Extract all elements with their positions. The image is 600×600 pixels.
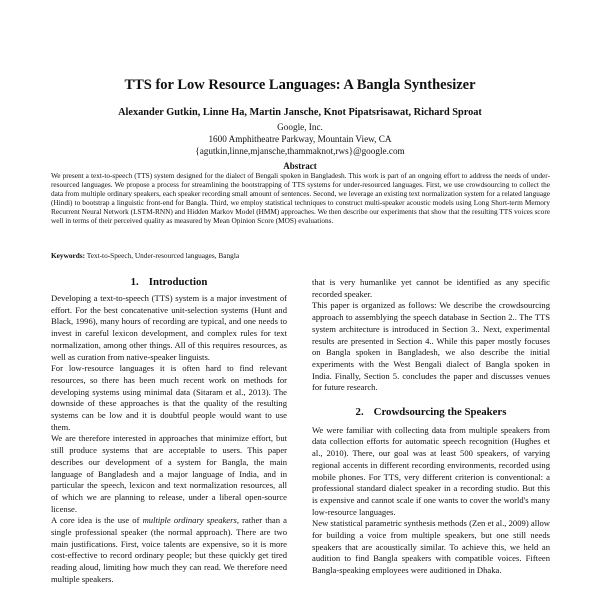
- right-column: [312, 277, 550, 577]
- section-title: Introduction: [148, 276, 208, 288]
- section-title: Crowdsourcing the Speakers: [373, 406, 507, 419]
- paper-title: TTS for Low Resource Languages: A Bangla Synthesizer: [124, 77, 476, 93]
- section-heading-introduction: [51, 276, 287, 288]
- organization-paragraph: This paper is organized as follows: We describe the crowdsourcing approach to assemblying the speech database in Section 2.. The TTS system architecture is introduced in Section 3.. Next, experimental results are presented in Section 4.. While this paper mostly focuses on Bangla spoken in Bangladesh, we also describe the initial experiments with the West Bengali dialect of Bangla spoken in India. Finally, Section 5. concludes the paper and discusses venues for future research.: [312, 300, 550, 393]
- abstract-text: We present a text-to-speech (TTS) system designed for the dialect of Bengali spoken in Bangladesh. This work is part of an ongoing effort to address the needs of under-resourced languages. We propose a process for streamlining the bootstrapping of TTS systems for under-resourced languages. First, we use crowdsourcing to collect the data from multiple ordinary speakers, each speaker recording small amount of sentences. Second, we leverage an existing text normalization system for a related language (Hindi) to bootstrap a linguistic front-end for Bangla. Third, we employ statistical techniques to construct multi-speaker acoustic models using Long Short-term Memory Recurrent Neural Network (LSTM-RNN) and Hidden Markov Model (HMM) approaches. We then describe our experiments that show that the resulting TTS voices score well in terms of their perceived quality as measured by Mean Opinion Score (MOS) evaluations.: [51, 171, 550, 225]
- intro-p4-end: , rather than a single professional speaker (the normal approach). There are two main justifications. First, voice talents are expensive, so it is more cost-effective to record ordinary people; but these quickly get tired reading aloud, limiting how much they can read. We therefore need multiple speakers.: [51, 515, 287, 584]
- intro-paragraph-2: For low-resource languages it is often hard to find relevant resources, so there has been much recent work on methods for developing systems using minimal data (Sitaram et al., 2013). The downside of these approaches is that the quality of the resulting systems can be low and it is doubtful people would want to use them.: [51, 363, 287, 432]
- intro-paragraph-1: Developing a text-to-speech (TTS) system is a major investment of effort. For the best concatenative unit-selection systems (Hunt and Black, 1996), many hours of recording are typical, and one needs to invest in careful lexicon development, and complex rules for text normalization, among other things. All of this requires resources, as well as curation from native-speaker linguists.: [51, 293, 287, 362]
- left-column: [51, 293, 287, 586]
- section-number: 2.: [355, 406, 364, 419]
- affiliation-org: Google, Inc.: [277, 122, 323, 132]
- intro-p4-start: A core idea is the use of: [51, 515, 143, 526]
- intro-p4-emphasis: multiple ordinary speakers: [142, 515, 237, 526]
- crowd-paragraph-1: We were familiar with collecting data from multiple speakers from data collection efforts for automatic speech recognition (Hughes et al., 2010). There, our goal was at least 500 speakers, of varying regional accents in different recording environments, recorded using mobile phones. For TTS, very different criterion is conventional: a professional standard dialect speaker in a recording studio. But this is expensive and cannot scale if one wants to cover the world's many low-resource languages.: [312, 424, 550, 517]
- keywords-label: Keywords:: [51, 251, 86, 260]
- affiliation-email: {agutkin,linne,mjansche,thammaknot,rws}@google.com: [195, 146, 405, 156]
- affiliation-address: 1600 Amphitheatre Parkway, Mountain View, CA: [208, 134, 392, 144]
- section-heading-crowdsourcing: [312, 407, 550, 419]
- intro-paragraph-continued: that is very humanlike yet cannot be identified as any specific recorded speaker.: [312, 277, 550, 299]
- crowd-paragraph-2: New statistical parametric synthesis methods (Zen et al., 2009) allow for building a voice from multiple speakers, but one still needs speakers that are acoustically similar. To achieve this, we held an audition to find Bangla speakers with compatible voices. Fifteen Bangla-speaking employees were auditioned in Dhaka.: [312, 518, 550, 576]
- author-list: Alexander Gutkin, Linne Ha, Martin Jansche, Knot Pipatsrisawat, Richard Sproat: [118, 107, 482, 118]
- keywords-text: Text-to-Speech, Under-resourced languages, Bangla: [86, 251, 240, 260]
- intro-paragraph-3: We are therefore interested in approaches that minimize effort, but still produce systems that are acceptable to users. This paper describes our development of a system for Bangla, the main language of Bangladesh and a major language of India, and in particular the speech, lexicon and text normalization resources, all of which we are planning to release, under a liberal open-source license.: [51, 433, 287, 514]
- keywords: [51, 252, 550, 261]
- abstract-heading: Abstract: [283, 161, 317, 171]
- section-number: 1.: [130, 276, 139, 288]
- intro-paragraph-4: [51, 515, 287, 585]
